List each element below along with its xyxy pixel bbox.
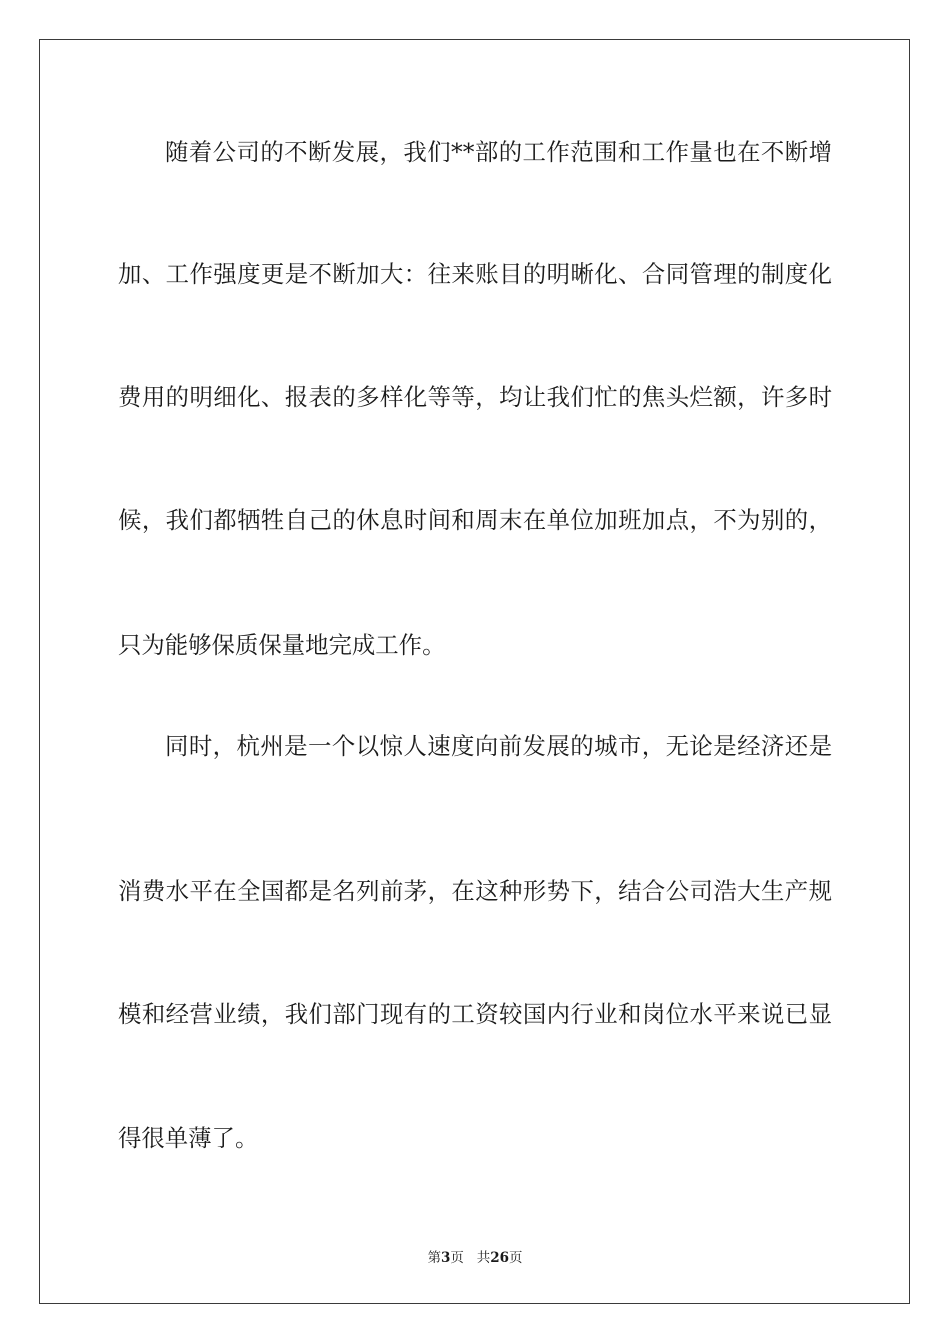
paragraph-2-line-2: 消费水平在全国都是名列前茅，在这种形势下，结合公司浩大生产规 (118, 877, 832, 905)
paragraph-2-line-3: 模和经营业绩，我们部门现有的工资较国内行业和岗位水平来说已显 (118, 1000, 832, 1028)
paragraph-1-line-2: 加、工作强度更是不断加大：往来账目的明晰化、合同管理的制度化 (118, 260, 832, 288)
footer-page-suffix: 页 (450, 1250, 464, 1266)
footer-total-pages: 26 (490, 1250, 510, 1266)
paragraph-1-line-3: 费用的明细化、报表的多样化等等，均让我们忙的焦头烂额，许多时 (118, 383, 832, 411)
paragraph-1-line-1: 随着公司的不断发展，我们**部的工作范围和工作量也在不断增 (165, 138, 832, 166)
page-border (39, 39, 910, 1304)
page-footer (0, 1246, 950, 1266)
paragraph-2-line-4: 得很单薄了。 (118, 1124, 259, 1152)
footer-total-prefix: 共 (476, 1250, 491, 1266)
footer-page-number: 3 (440, 1250, 451, 1266)
paragraph-1-line-4: 候，我们都牺牲自己的休息时间和周末在单位加班加点，不为别的， (118, 506, 832, 534)
paragraph-2-line-1: 同时，杭州是一个以惊人速度向前发展的城市，无论是经济还是 (165, 732, 832, 760)
paragraph-1-line-5: 只为能够保质保量地完成工作。 (118, 631, 446, 659)
footer-page-prefix: 第 (427, 1250, 441, 1266)
footer-total-suffix: 页 (509, 1250, 523, 1266)
